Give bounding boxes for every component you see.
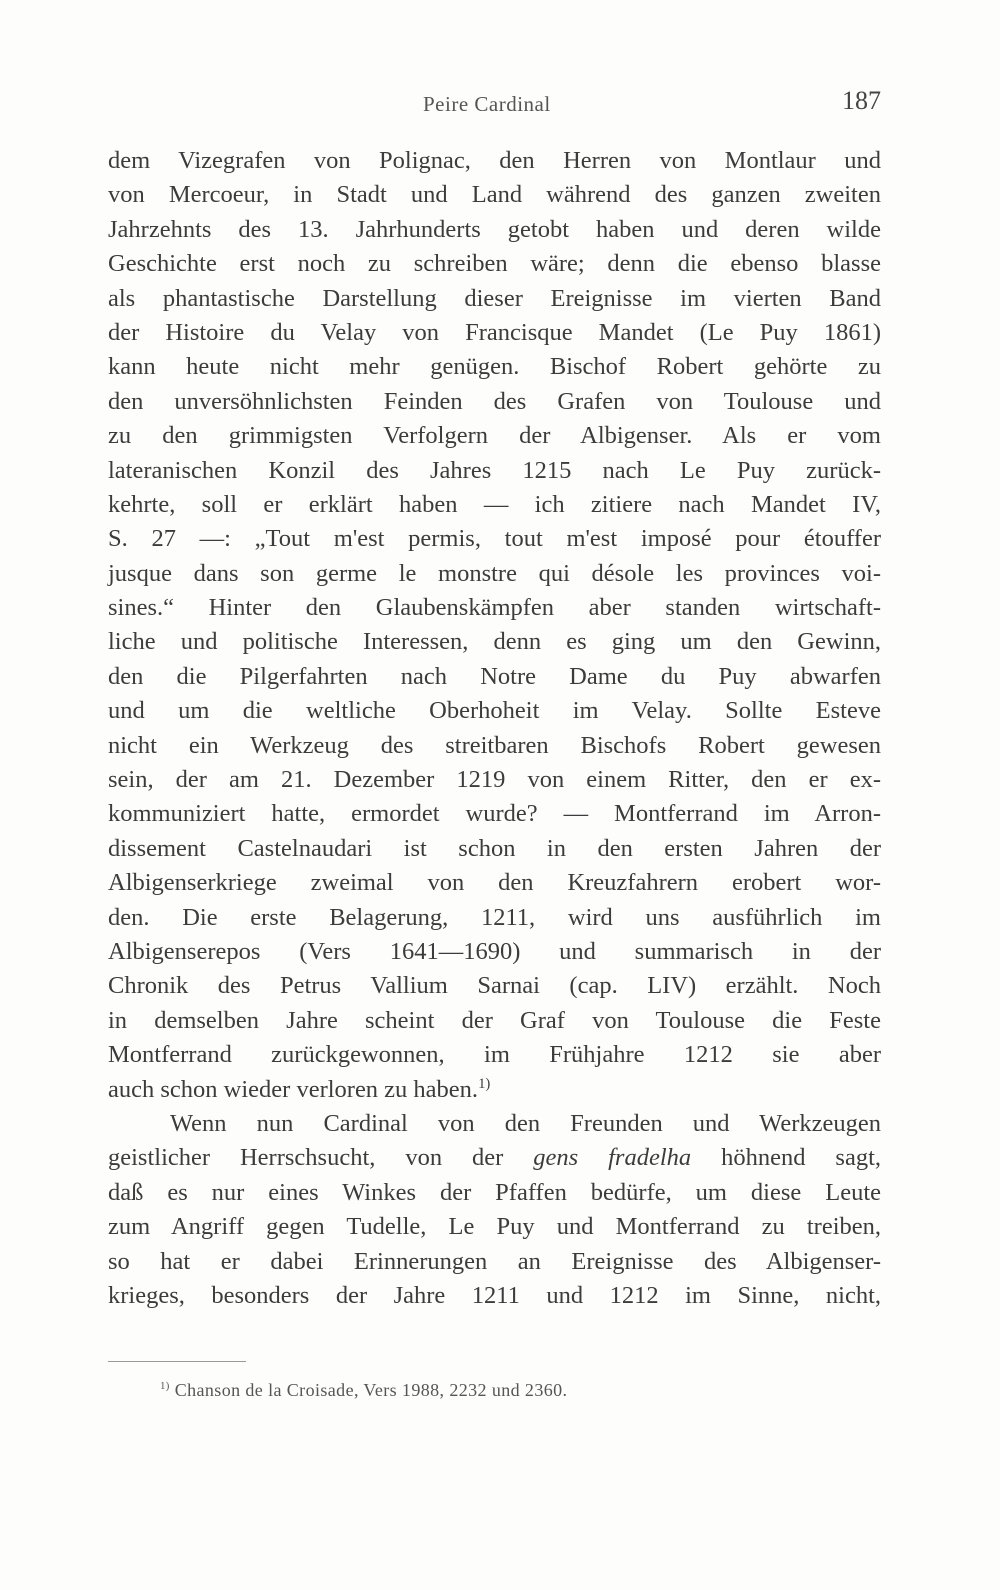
text-line: zum Angriff gegen Tudelle, Le Puy und Montferrand zu treiben, [108,1213,881,1241]
text-line: kehrte, soll er erklärt haben — ich zitiere nach Mandet IV, [108,490,881,518]
running-head [108,86,881,120]
text-line: dissement Castelnaudari ist schon in den ersten Jahren der [108,834,881,862]
last-line-text: auch schon wieder verloren zu haben. [108,1075,479,1103]
text-line: Chronik des Petrus Vallium Sarnai (cap. LIV) erzählt. Noch [108,972,881,1000]
text-line: so hat er dabei Erinnerungen an Ereignisse des Albigenser- [108,1247,881,1275]
text-line: nicht ein Werkzeug des streitbaren Bischofs Robert gewesen [108,731,881,759]
footnote-marker: 1) [160,1380,170,1392]
text-line: kommuniziert hatte, ermordet wurde? — Montferrand im Arron- [108,800,881,828]
line-segment: geistlicher Herrschsucht, von der [108,1144,534,1172]
text-line: Albigenserkriege zweimal von den Kreuzfahrern erobert wor- [108,869,881,897]
text-line: und um die weltliche Oberhoheit im Velay. Sollte Esteve [108,697,881,725]
text-line: Jahrzehnts des 13. Jahrhunderts getobt haben und deren wilde [108,215,881,243]
text-line: als phantastische Darstellung dieser Ereignisse im vierten Band [108,284,881,312]
text-line: Geschichte erst noch zu schreiben wäre; denn die ebenso blasse [108,250,881,278]
text-line: krieges, besonders der Jahre 1211 und 1212 im Sinne, nicht, [108,1281,881,1309]
text-line: zu den grimmigsten Verfolgern der Albigenser. Als er vom [108,422,881,450]
body-text [108,144,881,1313]
italic-phrase: gens fradelha [533,1144,692,1172]
text-line: in demselben Jahre scheint der Graf von Toulouse die Feste [108,1006,881,1034]
text-line: der Histoire du Velay von Francisque Mandet (Le Puy 1861) [108,318,881,346]
paragraph-last-line [108,1073,881,1107]
footnote-reference: 1) [478,1075,491,1092]
text-line: den die Pilgerfahrten nach Notre Dame du Puy abwarfen [108,662,881,690]
footnote [160,1380,567,1401]
text-line: dem Vizegrafen von Polignac, den Herren von Montlaur und [108,147,881,174]
text-line: S. 27 —: „Tout m'est permis, tout m'est imposé pour étouffer [108,525,881,553]
text-line: kann heute nicht mehr genügen. Bischof Robert gehörte zu [108,353,881,381]
text-line: Montferrand zurückgewonnen, im Frühjahre 1212 sie aber [108,1041,881,1069]
page-number: 187 [842,86,881,115]
paragraph-first-line: Wenn nun Cardinal von den Freunden und Werkzeugen [170,1109,881,1137]
text-line: sines.“ Hinter den Glaubenskämpfen aber standen wirtschaft- [108,594,881,622]
text-line: liche und politische Interessen, denn es ging um den Gewinn, [108,628,881,656]
footnote-text: Chanson de la Croisade, Vers 1988, 2232 und 2360. [169,1380,568,1400]
text-line [108,1141,881,1175]
text-line: von Mercoeur, in Stadt und Land während des ganzen zweiten [108,181,881,209]
text-line: daß es nur eines Winkes der Pfaffen bedürfe, um diese Leute [108,1178,881,1206]
running-title: Peire Cardinal [423,92,551,116]
footnote-divider [108,1361,246,1362]
line-segment: höhnend sagt, [691,1144,881,1172]
text-line: den unversöhnlichsten Feinden des Grafen von Toulouse und [108,387,881,415]
text-line: den. Die erste Belagerung, 1211, wird uns ausführlich im [108,903,881,931]
text-line: lateranischen Konzil des Jahres 1215 nach Le Puy zurück- [108,456,881,484]
text-line: Albigenserepos (Vers 1641—1690) und summarisch in der [108,937,881,965]
text-line: jusque dans son germe le monstre qui désole les provinces voi- [108,559,881,587]
text-line: sein, der am 21. Dezember 1219 von einem Ritter, den er ex- [108,766,881,794]
